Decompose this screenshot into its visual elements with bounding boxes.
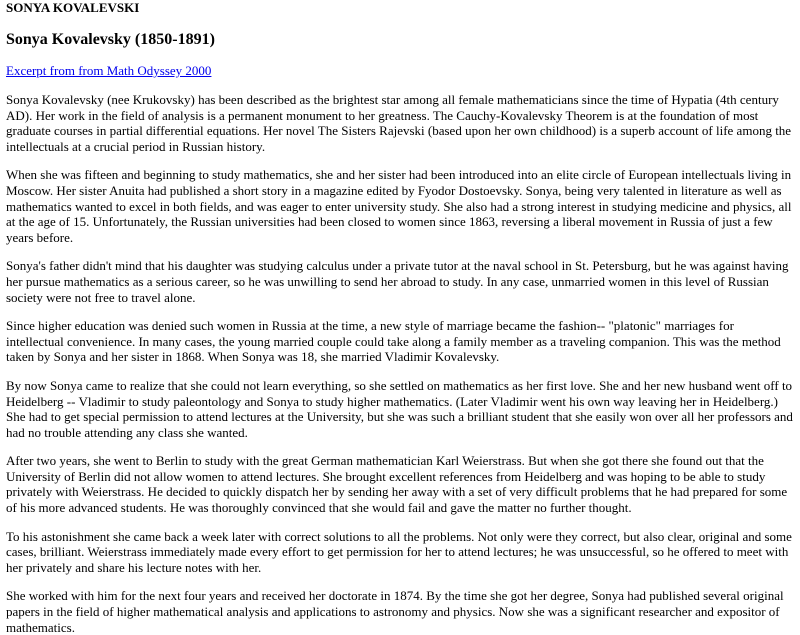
paragraph-astonishment: To his astonishment she came back a week later with correct solutions to all the problems. Not only were they correct, but also clear, original and some cases, brilliant. Weierstrass immediately made every effort to get permission for her to attend lectures; he was unsuccessful, so he offered to meet with her privately and share his lecture notes with her.: [6, 528, 792, 575]
paragraph-berlin: After two years, she went to Berlin to study with the great German mathematician Karl Weierstrass. But when she got there she found out that the University of Berlin did not allow women to attend lectures. She brought excellent references from Heidelberg and was hoping to be able to study privately with Weierstrass. He decided to quickly dispatch her by sending her away with a set of very difficult problems that he had prepared for some of his more advanced students. He was thoroughly convinced that she would fail and gave the matter no further thought.: [6, 453, 788, 516]
article-title: Sonya Kovalevsky (1850-1891): [6, 31, 215, 48]
source-link[interactable]: Excerpt from from Math Odyssey 2000: [6, 63, 212, 78]
paragraph-intro: Sonya Kovalevsky (nee Krukovsky) has been described as the brightest star among all female mathematicians since the time of Hypatia (4th century AD). Her work in the field of analysis is a permanent monument to her greatness. The Cauchy-Kovalevsky Theorem is at the foundation of most graduate courses in partial differential equations. Her novel The Sisters Rajevski (based upon her own childhood) is a superb account of life among the intellectuals at a crucial period in Russian history.: [6, 92, 792, 154]
paragraph-heidelberg: By now Sonya came to realize that she could not learn everything, so she settled on mathematics as her first love. She and her new husband went off to Heidelberg -- Vladimir to study paleontology and Sonya to study higher mathematics. (Later Vladimir went his own way leaving her in Heidelberg.) She had to get special permission to attend lectures at the University, but she was such a brilliant student that she easily won over all her professors and had no trouble attending any class she wanted.: [6, 377, 793, 440]
paragraph-doctorate: She worked with him for the next four years and received her doctorate in 1874. By the time she got her degree, Sonya had published several original papers in the field of higher mathematical analysis and applications to astronomy and physics. Now she was a significant researcher and expositor of mathematics.: [6, 588, 784, 635]
paragraph-marriage: Since higher education was denied such women in Russia at the time, a new style of marriage became the fashion-- "platonic" marriages for intellectual convenience. In many cases, the young married couple could take along a family member as a traveling companion. This was the method taken by Sonya and her sister in 1868. When Sonya was 18, she married Vladimir Kovalevsky.: [6, 318, 781, 365]
paragraph-early-study: When she was fifteen and beginning to study mathematics, she and her sister had been introduced into an elite circle of European intellectuals living in Moscow. Her sister Anuita had published a short story in a magazine edited by Fyodor Dostoevsky. Sonya, being very talented in literature as well as mathematics wanted to excel in both fields, and was eager to enter university study. She also had a strong interest in studying medicine and physics, all at the age of 15. Unfortunately, the Russian universities had been closed to women since 1863, reversing a liberal movement in Russia of just a few years before.: [6, 167, 792, 245]
site-title: SONYA KOVALEVSKI: [6, 0, 140, 15]
paragraph-father: Sonya's father didn't mind that his daughter was studying calculus under a private tutor at the naval school in St. Petersburg, but he was against having her pursue mathematics as a serious career, so he was unwilling to send her abroad to study. In any case, unmarried women in this level of Russian society were not free to travel alone.: [6, 258, 789, 305]
